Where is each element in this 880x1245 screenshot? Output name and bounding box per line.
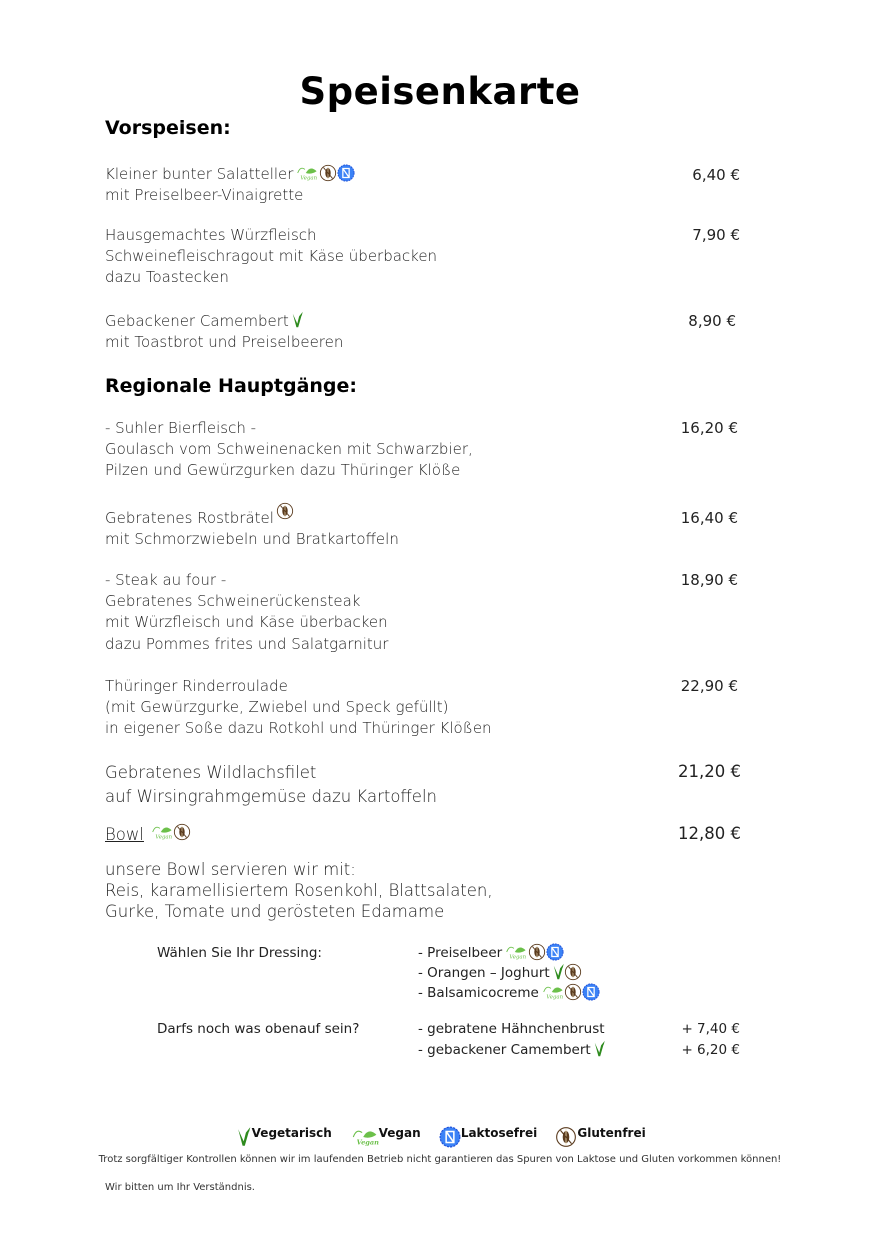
diet-legend (0, 1126, 880, 1151)
item-name: Bowl (105, 825, 144, 844)
legend-label: Vegan (378, 1126, 421, 1140)
topping-option (418, 1040, 605, 1065)
item-price: 22,90 € (680, 677, 738, 695)
glutenfrei-icon (564, 983, 582, 1008)
vegetarisch-icon (593, 1040, 606, 1065)
laktosefrei-icon (439, 1126, 461, 1151)
glutenfrei-icon (319, 164, 337, 188)
item-name: Hausgemachtes Würzfleisch (105, 226, 317, 244)
item-description: auf Wirsingrahmgemüse dazu Kartoffeln (105, 787, 437, 806)
svg-text:Vegan: Vegan (356, 1138, 379, 1147)
item-price: 21,20 € (678, 762, 741, 781)
vegan-icon (541, 983, 564, 1008)
item-description: mit Toastbrot und Preiselbeeren (105, 333, 344, 351)
item-description: mit Preiselbeer-Vinaigrette (105, 186, 304, 204)
diet-icons (295, 164, 354, 188)
svg-text:Vegan: Vegan (155, 834, 173, 841)
item-price: 7,90 € (692, 226, 740, 244)
item-name: Thüringer Rinderroulade (105, 677, 288, 695)
dressing-name: - Orangen – Joghurt (418, 965, 550, 981)
item-price: 8,90 € (688, 312, 736, 330)
legend-item-vegetarisch (234, 1126, 332, 1151)
laktosefrei-icon (337, 164, 355, 188)
dressing-name: - Balsamicocreme (418, 985, 539, 1001)
item-description: Schweinefleischragout mit Käse überbacken (105, 247, 438, 265)
legend-item-laktosefrei (437, 1126, 537, 1151)
legend-label: Vegetarisch (251, 1126, 332, 1140)
item-price: 12,80 € (678, 824, 741, 843)
vegan-icon (150, 823, 173, 848)
allergen-disclaimer: Trotz sorgfältiger Kontrollen können wir im laufenden Betrieb nicht garantieren das Spuren von Laktose und Gluten vorkommen können! (98, 1154, 782, 1165)
diet-icons (593, 1040, 606, 1065)
item-description: dazu Pommes frites und Salatgarnitur (105, 635, 389, 653)
topping-name: - gebackener Camembert (418, 1042, 591, 1058)
item-price: 16,40 € (680, 509, 738, 527)
item-description: mit Schmorzwiebeln und Bratkartoffeln (105, 530, 399, 548)
topping-label: Darfs noch was obenauf sein? (157, 1021, 360, 1037)
bowl-description: Gurke, Tomate und gerösteten Edamame (105, 902, 445, 921)
item-name: Kleiner bunter Salatteller (105, 165, 294, 183)
bowl-description: unsere Bowl servieren wir mit: (105, 860, 356, 879)
topping-option (418, 1019, 605, 1040)
diet-icons (541, 983, 600, 1008)
item-description: Pilzen und Gewürzgurken dazu Thüringer Klöße (105, 461, 461, 479)
legend-item-vegan (348, 1126, 421, 1151)
item-price: 6,40 € (692, 166, 740, 184)
legend-label: Glutenfrei (577, 1126, 646, 1140)
item-name: - Steak au four - (105, 571, 227, 589)
item-name: - Suhler Bierfleisch - (105, 419, 257, 437)
topping-name: - gebratene Hähnchenbrust (418, 1021, 605, 1037)
glutenfrei-icon (555, 1126, 577, 1151)
topping-price: + 6,20 € (681, 1042, 740, 1058)
dressing-label: Wählen Sie Ihr Dressing: (157, 945, 322, 961)
thanks-note: Wir bitten um Ihr Verständnis. (105, 1182, 255, 1193)
item-name: Gebratenes Wildlachsfilet (105, 763, 317, 782)
vegan-icon (350, 1126, 379, 1151)
svg-text:Vegan: Vegan (300, 175, 318, 182)
item-description: Gebratenes Schweinerückensteak (105, 592, 361, 610)
item-description: mit Würzfleisch und Käse überbacken (105, 613, 388, 631)
item-title (105, 823, 191, 848)
item-description: in eigener Soße dazu Rotkohl und Thüringer Klößen (105, 719, 492, 737)
item-description: Goulasch vom Schweinenacken mit Schwarzbier, (105, 440, 473, 458)
glutenfrei-icon (173, 823, 191, 848)
item-name: Gebratenes Rostbrätel (105, 509, 274, 527)
item-description: dazu Toastecken (105, 268, 229, 286)
svg-text:Vegan: Vegan (509, 954, 527, 961)
svg-text:Vegan: Vegan (546, 994, 563, 1001)
bowl-description: Reis, karamellisiertem Rosenkohl, Blattsalaten, (105, 881, 493, 900)
diet-icons (276, 502, 294, 526)
item-title (105, 508, 294, 529)
glutenfrei-icon (276, 502, 294, 526)
item-price: 18,90 € (680, 571, 738, 589)
topping-price: + 7,40 € (681, 1021, 740, 1037)
dressing-option (418, 983, 600, 1008)
legend-item-glutenfrei (553, 1126, 645, 1151)
item-name: Gebackener Camembert (105, 312, 289, 330)
diet-icons (150, 823, 191, 848)
section-heading-starters: Vorspeisen: (105, 117, 231, 139)
section-heading-mains: Regionale Hauptgänge: (105, 375, 358, 397)
item-description: (mit Gewürzgurke, Zwiebel und Speck gefüllt) (105, 698, 449, 716)
page-title: Speisenkarte (299, 70, 581, 113)
dressing-name: - Preiselbeer (418, 945, 503, 961)
vegetarisch-icon (236, 1126, 251, 1151)
item-price: 16,20 € (680, 419, 738, 437)
laktosefrei-icon (582, 983, 600, 1008)
legend-label: Laktosefrei (460, 1126, 538, 1140)
